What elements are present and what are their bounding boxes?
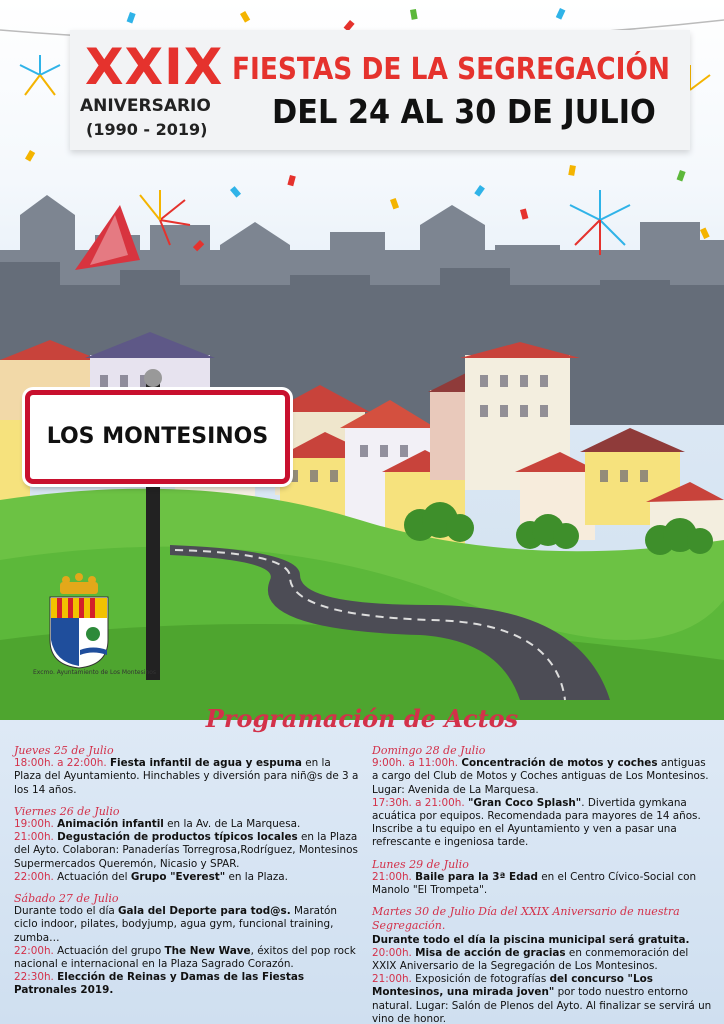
anniversary-label: ANIVERSARIO — [80, 96, 211, 116]
event-item: 19:00h. Animación infantil en la Av. de La Marquesa. — [14, 818, 301, 831]
event-item: 22:00h. Actuación del Grupo "Everest" en la Plaza. — [14, 870, 288, 883]
day-heading: Viernes 26 de Julio — [14, 804, 120, 818]
town-sign — [25, 390, 290, 484]
event-item: 18:00h. a 22:00h. Fiesta infantil de agua y espuma en la Plaza del Ayuntamiento. Hinchables y diversión para niñ@s de 3 a los 14 años. — [14, 757, 359, 796]
event-item: Durante todo el día Gala del Deporte para tod@s. Maratón ciclo indoor, pilates, bodyjump, agua gym, funcional training, zumba… — [14, 905, 337, 944]
festival-dates: DEL 24 AL 30 DE JULIO — [272, 92, 656, 131]
anniversary-years: (1990 - 2019) — [86, 120, 208, 139]
program-title: Programación de Actos — [205, 704, 519, 733]
event-item: 22:30h. Elección de Reinas y Damas de las Fiestas Patronales 2019. — [14, 971, 305, 997]
event-item: 9:00h. a 11:00h. Concentración de motos y coches antiguas a cargo del Club de Motos y Coches antiguas de Los Montesinos. Lugar: Avenida de La Marquesa. — [372, 757, 709, 796]
anniversary-number: XXIX — [85, 38, 224, 96]
festival-title: FIESTAS DE LA SEGREGACIÓN — [232, 52, 671, 87]
day-heading: Domingo 28 de Julio — [372, 744, 486, 757]
program-column-right — [372, 744, 712, 1024]
town-name: LOS MONTESINOS — [46, 424, 269, 449]
event-item: 22:00h. Actuación del grupo The New Wave, éxitos del pop rock nacional e internacional en la Plaza Sagrado Corazón. — [14, 944, 356, 971]
day-heading: Martes 30 de Julio Día del XXIX Aniversario de nuestra Segregación. — [372, 905, 680, 933]
event-item: 21:00h. Baile para la 3ª Edad en el Centro Cívico-Social con Manolo "El Trompeta". — [372, 870, 697, 897]
event-item: 17:30h. a 21:00h. "Gran Coco Splash". Divertida gymkana acuática por equipos. Recomendada para mayores de 14 años. Inscribe a tu equipo en el Ayuntamiento y ven a pasar una refrescante e ingeniosa tarde. — [372, 796, 701, 849]
crest-caption: Excmo. Ayuntamiento de Los Montesinos — [33, 669, 157, 676]
event-item: Durante todo el día la piscina municipal será gratuita. — [372, 933, 690, 946]
day-heading: Lunes 29 de Julio — [372, 857, 469, 871]
day-heading: Sábado 27 de Julio — [14, 892, 119, 906]
program-column-left — [14, 744, 360, 998]
event-item: 20:00h. Misa de acción de gracias en conmemoración del XXIX Aniversario de la Segregación de Los Montesinos. — [372, 946, 689, 973]
event-item: 21:00h. Exposición de fotografías del concurso "Los Montesinos, una mirada joven" por todo nuestro entorno natural. Lugar: Salón de Plenos del Ayto. Al finalizar se servirá un vino de honor. — [372, 973, 712, 1024]
event-item: 21:00h. Degustación de productos típicos locales en la Plaza del Ayto. Colaboran: Panaderías Torregrosa,Rodríguez, Montesinos Supermercados Queremón, Nicasio y SPAR. — [14, 831, 358, 870]
day-heading: Jueves 25 de Julio — [14, 744, 114, 757]
